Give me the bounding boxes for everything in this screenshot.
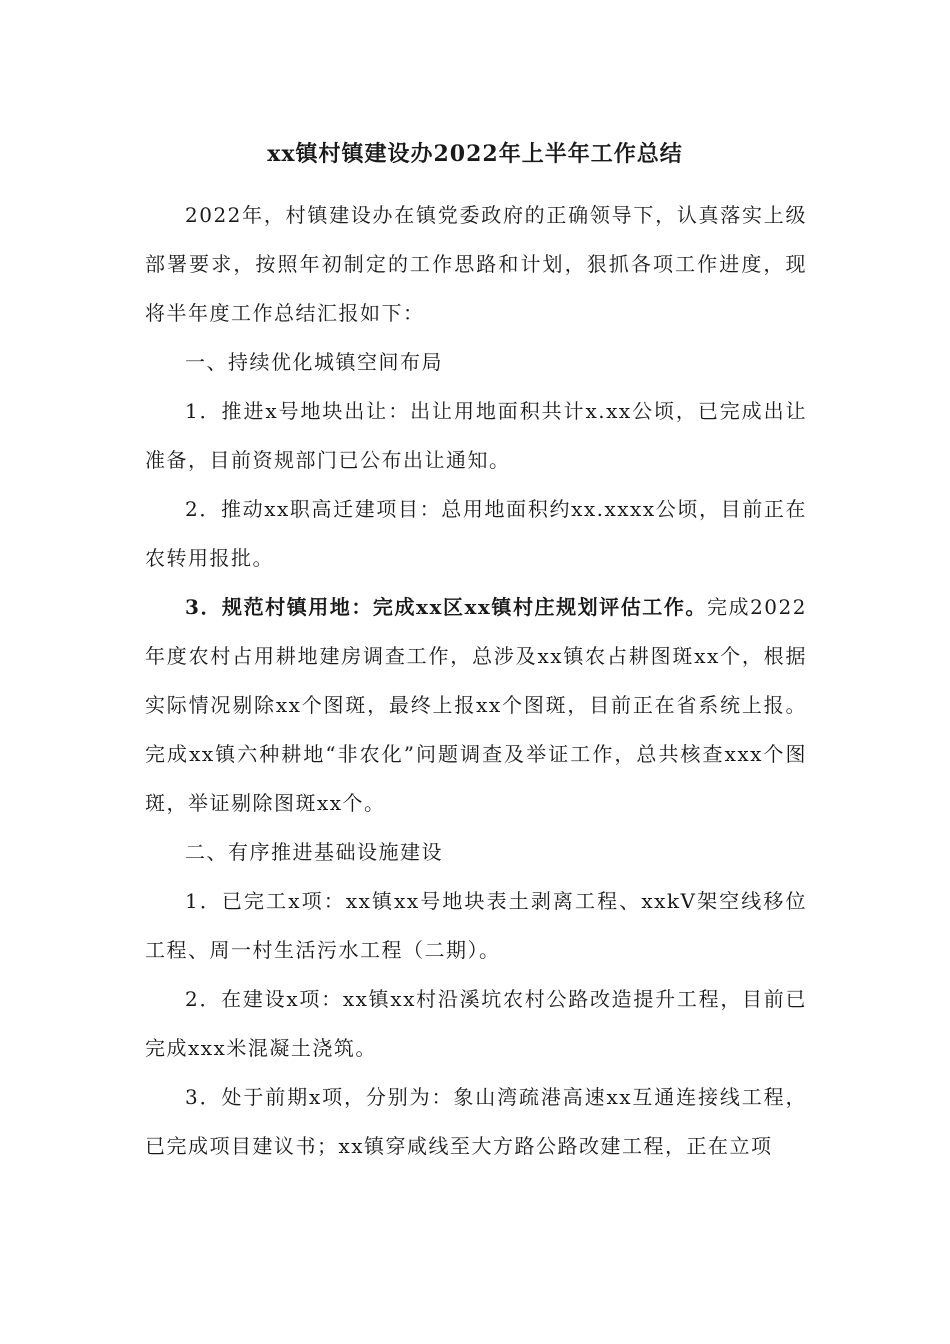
item-1-1-paragraph: 1．推进x号地块出让：出让用地面积共计x.xx公顷，已完成出让准备，目前资规部门已公布出让通知。 [145, 399, 807, 472]
item-1-3-text: 完成2022年度农村占用耕地建房调查工作，总涉及xx镇农占耕图斑xx个，根据实际情况剔除xx个图斑，最终上报xx个图斑，目前正在省系统上报。完成xx镇六种耕地“非农化”问题调查及举证工作，总共核查xxx个图斑，举证剔除图斑xx个。 [145, 595, 807, 815]
section-heading-1: 一、持续优化城镇空间布局 [185, 350, 443, 374]
document-body [145, 191, 807, 1171]
item-2-3-paragraph: 3．处于前期x项，分别为：象山湾疏港高速xx互通连接线工程，已完成项目建议书；xx镇穿咸线至大方路公路改建工程，正在立项 [145, 1085, 807, 1158]
document-title: xx镇村镇建设办2022年上半年工作总结 [267, 141, 683, 167]
intro-paragraph: 2022年，村镇建设办在镇党委政府的正确领导下，认真落实上级部署要求，按照年初制定的工作思路和计划，狠抓各项工作进度，现将半年度工作总结汇报如下： [145, 203, 807, 325]
section-heading-2: 二、有序推进基础设施建设 [185, 840, 443, 864]
item-2-2-paragraph: 2．在建设x项：xx镇xx村沿溪坑农村公路改造提升工程，目前已完成xxx米混凝土浇筑。 [145, 987, 807, 1060]
item-1-3-paragraph [145, 583, 807, 828]
item-1-3-heading: 3．规范村镇用地：完成xx区xx镇村庄规划评估工作。 [185, 595, 707, 619]
item-2-1-paragraph: 1．已完工x项：xx镇xx号地块表土剥离工程、xxkV架空线移位工程、周一村生活污水工程（二期）。 [145, 889, 807, 962]
item-1-2-paragraph: 2．推动xx职高迁建项目：总用地面积约xx.xxxx公顷，目前正在农转用报批。 [145, 497, 807, 570]
